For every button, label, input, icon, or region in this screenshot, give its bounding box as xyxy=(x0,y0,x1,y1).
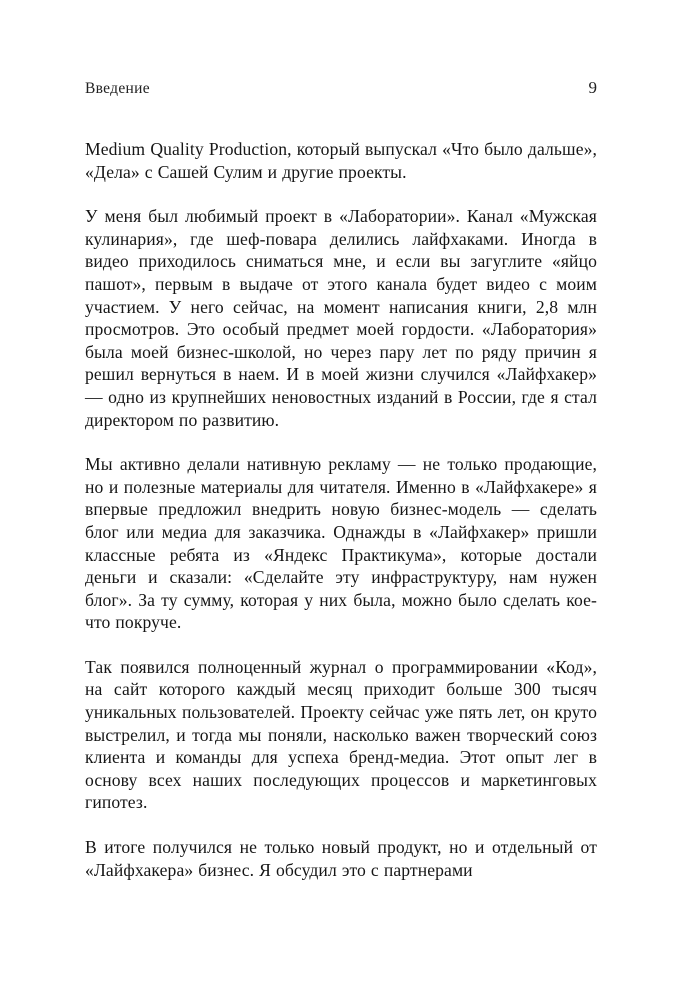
page-number: 9 xyxy=(588,78,597,97)
paragraph-3: Мы активно делали нативную рекламу — не только продающие, но и полезные материалы для читателя. Именно в «Лайфхакере» я впервые предложил внедрить новую бизнес-модель — сделать блог или медиа для заказчика. Однажды в «Лайфхакер» пришли классные ребята из «Яндекс Практикума», которые достали деньги и сказали: «Сделайте эту инфраструктуру, нам нужен блог». За ту сумму, которая у них была, можно было сделать кое-что покруче. xyxy=(85,454,597,633)
page-header xyxy=(0,78,682,98)
paragraph-1: Medium Quality Production, который выпускал «Что было дальше», «Дела» с Сашей Сулим и другие проекты. xyxy=(85,139,597,182)
paragraph-4: Так появился полноценный журнал о программировании «Код», на сайт которого каждый месяц приходит больше 300 тысяч уникальных пользователей. Проекту сейчас уже пять лет, он круто выстрелил, и тогда мы поняли, насколько важен творческий союз клиента и команды для успеха бренд-медиа. Этот опыт лег в основу всех наших последующих процессов и маркетинговых гипотез. xyxy=(85,656,597,813)
body-text xyxy=(0,138,682,881)
running-title: Введение xyxy=(85,80,150,97)
paragraph-5: В итоге получился не только новый продукт, но и отдельный от «Лайфхакера» бизнес. Я обсудил это с партнерами xyxy=(85,837,597,880)
paragraph-2: У меня был любимый проект в «Лаборатории». Канал «Мужская кулинария», где шеф-повара делились лайфхаками. Иногда в видео приходилось сниматься мне, и если вы загуглите «яйцо пашот», первым в выдаче от этого канала будет видео с моим участием. У него сейчас, на момент написания книги, 2,8 млн просмотров. Это особый предмет моей гордости. «Лаборатория» была моей бизнес-школой, но через пару лет по ряду причин я решил вернуться в наем. И в моей жизни случился «Лайфхакер» — одно из крупнейших неновостных изданий в России, где я стал директором по развитию. xyxy=(85,206,597,430)
